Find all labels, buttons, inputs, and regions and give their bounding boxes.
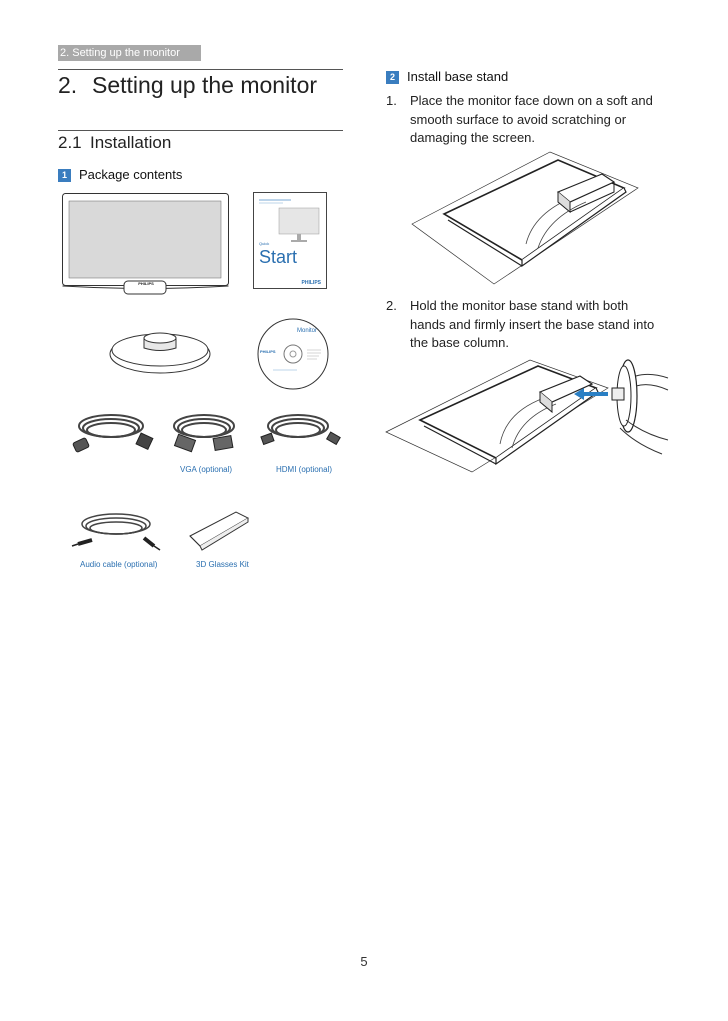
hdmi-caption: HDMI (optional): [276, 465, 333, 474]
quickstart-guide-illustration: [253, 192, 327, 289]
vga-caption: VGA (optional): [180, 465, 233, 474]
instruction-number: 1.: [386, 93, 397, 108]
cd-title: Monitor: [297, 328, 318, 334]
monitor-illustration: [62, 193, 230, 297]
section-title-text: Installation: [90, 133, 172, 152]
glasses-kit-illustration: [186, 506, 252, 552]
step-title: Package contents: [79, 167, 183, 182]
cd-disc-illustration: [257, 318, 329, 390]
step-title: Install base stand: [407, 69, 509, 84]
audio-caption: Audio cable (optional): [80, 560, 158, 569]
cd-brand: PHILIPS: [260, 349, 276, 354]
chapter-title-text: Setting up the monitor: [92, 72, 318, 98]
base-stand-illustration: [108, 328, 212, 374]
section-title: [58, 133, 171, 153]
insert-base-stand-illustration: [384, 356, 670, 474]
step-badge: 2: [386, 71, 399, 84]
vga-cable-illustration: [162, 410, 246, 458]
step-package-contents: [58, 167, 182, 182]
instruction-text: Place the monitor face down on a soft and smooth surface to avoid scratching or damaging the screen.: [410, 93, 653, 145]
chapter-number: 2.: [58, 72, 78, 98]
instruction-number: 2.: [386, 298, 397, 313]
hdmi-cable-illustration: [258, 410, 342, 458]
section-rule: [58, 130, 343, 131]
quickstart-word1: Quick: [259, 241, 270, 246]
quickstart-word2: Start: [259, 247, 298, 267]
monitor-face-down-illustration: [408, 152, 640, 286]
chapter-rule: [58, 69, 343, 70]
chapter-title: [58, 72, 317, 99]
section-number: 2.1: [58, 133, 82, 152]
step-badge: 1: [58, 169, 71, 182]
page-number: 5: [360, 954, 368, 969]
instruction-text: Hold the monitor base stand with both hands and firmly insert the base stand into the base column.: [410, 298, 655, 350]
step-install-base-stand: [386, 69, 508, 84]
power-cable-illustration: [66, 410, 156, 458]
instruction-1: [386, 92, 676, 152]
breadcrumb: 2. Setting up the monitor: [58, 45, 201, 61]
instruction-2: [386, 297, 676, 357]
audio-cable-illustration: [70, 510, 162, 554]
monitor-brand: PHILIPS: [138, 281, 154, 286]
quickstart-brand: PHILIPS: [301, 280, 321, 286]
glasses-caption: 3D Glasses Kit: [196, 560, 249, 569]
